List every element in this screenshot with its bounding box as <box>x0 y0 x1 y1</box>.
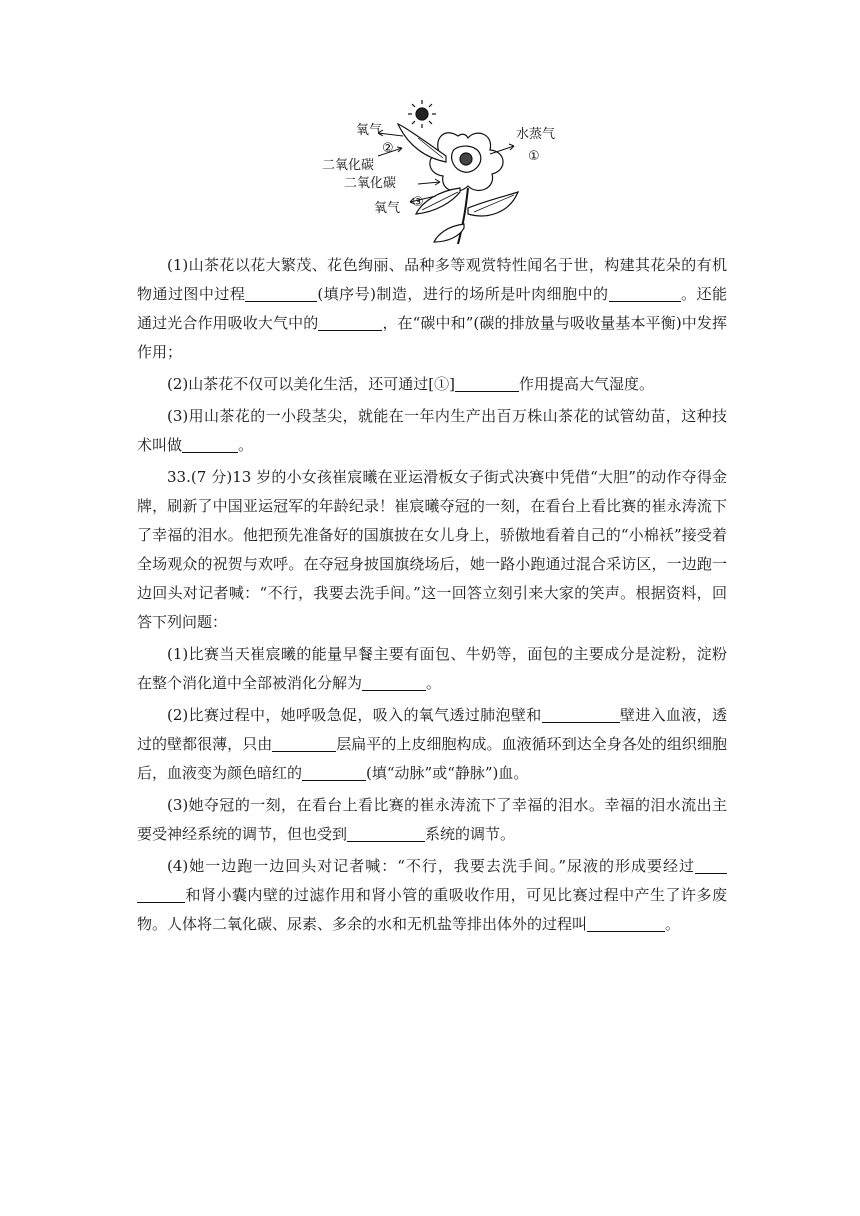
answer-blank[interactable] <box>362 673 426 691</box>
q33-p1-text-b: 。 <box>426 674 442 692</box>
q33-intro: 33.(7 分)13 岁的小女孩崔宸曦在亚运滑板女子街式决赛中凭借“大胆”的动作夺得金牌，刷新了中国亚运冠军的年龄纪录！崔宸曦夺冠的一刻，在看台上看比赛的崔永涛流下了幸福的泪水。他把预先准备好的国旗披在女儿身上，骄傲地看着自己的“小棉袄”接受着全场观众的祝贺与欢呼。在夺冠身披国旗绕场后，她一路小跑通过混合采访区，一边跑一边回头对记者喊：“不行，我要去洗手间。”这一回答立刻引来大家的笑声。根据资料，回答下列问题： <box>137 468 727 631</box>
answer-blank[interactable] <box>347 824 425 842</box>
answer-blank[interactable] <box>587 914 665 932</box>
camellia-diagram <box>318 96 568 246</box>
q33-p4-text-a: (4)她一边跑一边回头对记者喊：“不行，我要去洗手间。”尿液的形成要经过 <box>167 857 695 875</box>
answer-blank[interactable] <box>542 705 620 723</box>
label-process-2: ② <box>382 141 394 156</box>
q32-p1-text-a: (1)山茶花以花大繁茂、花色绚丽、品种多等观赏特性闻名于世，构建其花朵的有机物通过图中过程 <box>137 256 727 303</box>
q33-p3-text-b: 系统的调节。 <box>425 825 516 843</box>
answer-blank[interactable] <box>137 885 185 903</box>
label-co2-mid: 二氧化碳 <box>344 176 397 191</box>
q33-p1-text-a: (1)比赛当天崔宸曦的能量早餐主要有面包、牛奶等，面包的主要成分是淀粉，淀粉在整个消化道中全部被消化分解为 <box>137 645 727 692</box>
q32-p1-text-b: (填序号)制造，进行的场所是叶肉细胞中的 <box>317 285 609 303</box>
q32-part1 <box>137 251 727 367</box>
answer-blank[interactable] <box>245 284 317 302</box>
label-oxygen-top: 氧气 <box>356 123 383 138</box>
answer-blank[interactable] <box>182 435 238 453</box>
label-process-1: ① <box>528 149 540 164</box>
answer-blank[interactable] <box>609 284 681 302</box>
q33-p2-text-d: (填“动脉”或“静脉”)血。 <box>366 764 529 782</box>
q33-part1 <box>137 640 727 698</box>
q33-part3 <box>137 791 727 849</box>
q32-p3-text-b: 。 <box>238 436 254 454</box>
q33-p2-text-b: 壁进入血液，透过的壁都很薄，只由 <box>137 706 727 753</box>
q33-p2-text-a: (2)比赛过程中，她呼吸急促，吸入的氧气透过肺泡壁和 <box>167 706 542 724</box>
q32-p1-text-c: 。还能通过光合作用吸收大气中的 <box>137 285 727 332</box>
answer-blank[interactable] <box>302 763 366 781</box>
question-content <box>137 251 727 942</box>
q33-part2 <box>137 701 727 788</box>
label-oxygen-bottom: 氧气 <box>374 201 401 216</box>
answer-blank[interactable] <box>695 856 727 874</box>
q32-p2-text-a: (2)山茶花不仅可以美化生活，还可通过[①] <box>167 375 455 393</box>
label-co2-left: 二氧化碳 <box>322 158 375 173</box>
q32-p3-text-a: (3)用山茶花的一小段茎尖，就能在一年内生产出百万株山茶花的试管幼苗，这种技术叫做 <box>137 407 727 454</box>
q32-p2-text-b: 作用提高大气湿度。 <box>518 375 654 393</box>
answer-blank[interactable] <box>272 734 336 752</box>
label-process-3: ③ <box>412 195 424 210</box>
flower-icon <box>430 133 503 191</box>
q33-p4-text-b: 和肾小囊内壁的过滤作用和肾小管的重吸收作用，可见比赛过程中产生了许多废物。人体将二氧化碳、尿素、多余的水和无机盐等排出体外的过程叫 <box>137 886 727 933</box>
q32-part3 <box>137 402 727 460</box>
camellia-figure <box>318 96 568 246</box>
q32-p1-text-d: ，在“碳中和”(碳的排放量与吸收量基本平衡)中发挥作用； <box>137 314 727 361</box>
q33-part4 <box>137 852 727 939</box>
q33-p4-text-c: 。 <box>665 915 681 933</box>
q32-part2 <box>137 370 727 399</box>
label-water-vapor: 水蒸气 <box>516 127 556 142</box>
sun-icon <box>408 100 436 128</box>
answer-blank[interactable] <box>318 313 382 331</box>
answer-blank[interactable] <box>455 374 519 392</box>
q33-p2-text-c: 层扁平的上皮细胞构成。血液循环到达全身各处的组织细胞后，血液变为颜色暗红的 <box>137 735 727 782</box>
q33-p3-text-a: (3)她夺冠的一刻，在看台上看比赛的崔永涛流下了幸福的泪水。幸福的泪水流出主要受神经系统的调节，但也受到 <box>137 796 727 843</box>
